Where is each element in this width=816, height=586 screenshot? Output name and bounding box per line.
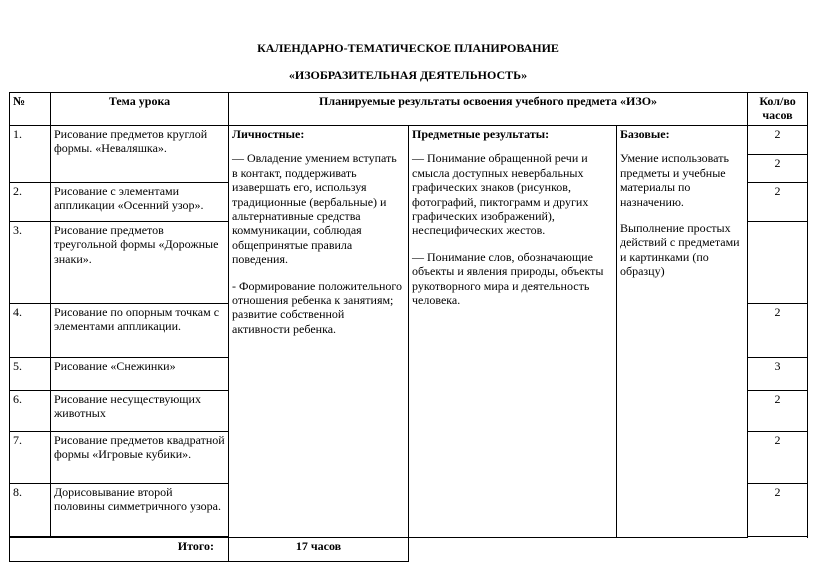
- row-hours: 2: [748, 126, 808, 155]
- row-topic: Рисование по опорным точкам с элементами аппликации.: [51, 304, 229, 358]
- document-title: КАЛЕНДАРНО-ТЕМАТИЧЕСКОЕ ПЛАНИРОВАНИЕ: [257, 41, 559, 55]
- personal-results-heading: Личностные:: [232, 127, 305, 141]
- row-topic: Дорисовывание второй половины симметричного узора.: [51, 484, 229, 537]
- row-number: 6.: [10, 391, 51, 432]
- subject-results-heading: Предметные результаты:: [412, 127, 550, 141]
- total-value: 17 часов: [229, 538, 409, 562]
- basic-results-cell: [617, 126, 748, 538]
- personal-results-text-2: - Формирование положительного отношения ребенка к занятиям; развитие собственной активности ребенка.: [232, 278, 403, 336]
- document-subtitle: «ИЗОБРАЗИТЕЛЬНАЯ ДЕЯТЕЛЬНОСТЬ»: [288, 68, 528, 82]
- row-number: 7.: [10, 432, 51, 484]
- personal-results-cell: [229, 126, 409, 538]
- row-hours: 3: [748, 358, 808, 391]
- row-hours: 2: [748, 484, 808, 537]
- row-number: 2.: [10, 183, 51, 222]
- table-header-row: [10, 93, 808, 126]
- column-header-num: №: [10, 93, 51, 126]
- subject-results-text-1: — Понимание обращенной речи и смысла доступных невербальных графических знаков (рисунков, фотографий, пиктограмм и других графических изображений), неспецифических жестов.: [412, 151, 589, 238]
- row-topic: Рисование предметов круглой формы. «Неваляшка».: [51, 126, 229, 183]
- table-total-row: [10, 538, 808, 562]
- row-topic: Рисование с элементами аппликации «Осенний узор».: [51, 183, 229, 222]
- column-header-results: Планируемые результаты освоения учебного предмета «ИЗО»: [229, 93, 748, 126]
- row-topic: Рисование предметов треугольной формы «Дорожные знаки».: [51, 222, 229, 304]
- row-number: 5.: [10, 358, 51, 391]
- row-hours: [748, 222, 808, 304]
- subject-results-cell: [409, 126, 617, 538]
- total-label: Итого:: [10, 538, 229, 562]
- row-hours: 2: [748, 432, 808, 484]
- row-topic: Рисование несуществующих животных: [51, 391, 229, 432]
- column-header-hours: Кол/во часов: [748, 93, 808, 126]
- subject-results-text-2: — Понимание слов, обозначающие объекты и явления природы, объекты рукотворного мира и деятельность человека.: [412, 249, 604, 307]
- row-hours: 2: [748, 183, 808, 222]
- table-row: [10, 126, 808, 155]
- row-hours: 2: [748, 155, 808, 183]
- basic-results-text-2: Выполнение простых действий с предметами и картинками (по образцу): [620, 220, 740, 279]
- row-topic: Рисование «Снежинки»: [51, 358, 229, 391]
- basic-results-text-1: Умение использовать предметы и учебные материалы по назначению.: [620, 151, 729, 209]
- row-hours: 2: [748, 391, 808, 432]
- planning-table: [9, 92, 808, 562]
- column-header-topic: Тема урока: [51, 93, 229, 126]
- basic-results-heading: Базовые:: [620, 127, 670, 141]
- personal-results-text-1: — Овладение умением вступать в контакт, поддерживать изавершать его, используя традиционные (вербальные) и альтернативные средства коммуникации, соблюдая общепринятые правила поведения.: [232, 151, 397, 267]
- row-hours: 2: [748, 304, 808, 358]
- row-number: 3.: [10, 222, 51, 304]
- row-number: 8.: [10, 484, 51, 537]
- row-number: 4.: [10, 304, 51, 358]
- row-number: 1.: [10, 126, 51, 183]
- row-topic: Рисование предметов квадратной формы «Игровые кубики».: [51, 432, 229, 484]
